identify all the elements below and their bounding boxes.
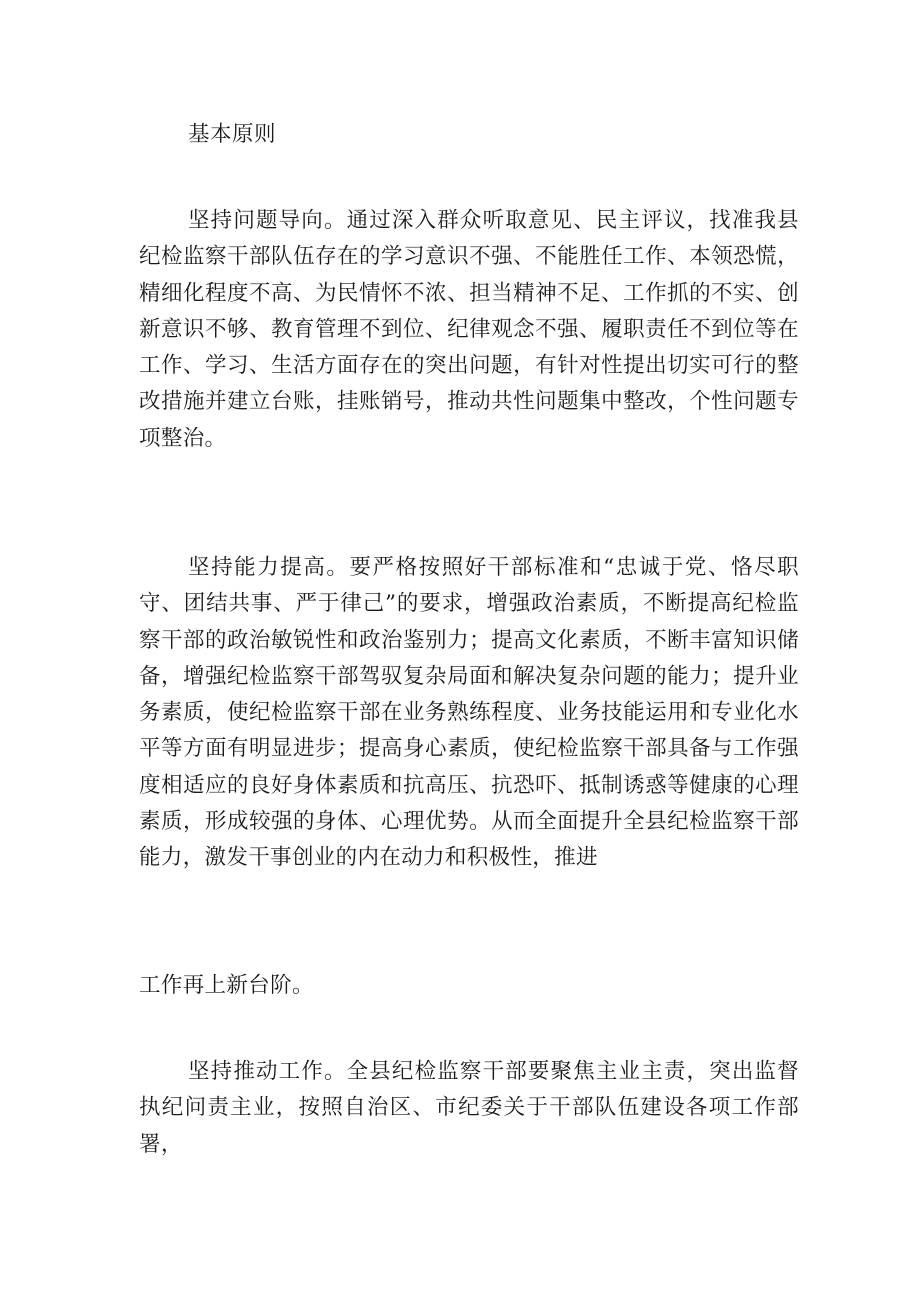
paragraph-continuation: 工作再上新台阶。 (139, 973, 314, 998)
paragraph-problem-oriented: 坚持问题导向。通过深入群众听取意见、民主评议，找准我县纪检监察干部队伍存在的学习意识不强、不能胜任工作、本领恐慌，精细化程度不高、为民情怀不浓、担当精神不足、工作抓的不实、创新意识不够、教育管理不到位、纪律观念不强、履职责任不到位等在工作、学习、生活方面存在的突出问题，有针对性提出切实可行的整改措施并建立台账，挂账销号，推动共性问题集中整改，个性问题专项整治。 (139, 208, 799, 451)
paragraph-promote-work: 坚持推动工作。全县纪检监察干部要聚焦主业主责，突出监督执纪问责主业，按照自治区、市纪委关于干部队伍建设各项工作部署， (139, 1059, 799, 1157)
paragraph-capability-improvement: 坚持能力提高。要严格按照好干部标准和“忠诚于党、恪尽职守、团结共事、严于律己”的要求，增强政治素质，不断提高纪检监察干部的政治敏锐性和政治鉴别力；提高文化素质，不断丰富知识储备，增强纪检监察干部驾驭复杂局面和解决复杂问题的能力；提升业务素质，使纪检监察干部在业务熟练程度、业务技能运用和专业化水平等方面有明显进步；提高身心素质，使纪检监察干部具备与工作强度相适应的良好身体素质和抗高压、抗恐吓、抵制诱惑等健康的心理素质，形成较强的身体、心理优势。从而全面提升全县纪检监察干部能力，激发干事创业的内在动力和积极性，推进 (139, 555, 799, 871)
section-heading: 基本原则 (188, 122, 277, 147)
